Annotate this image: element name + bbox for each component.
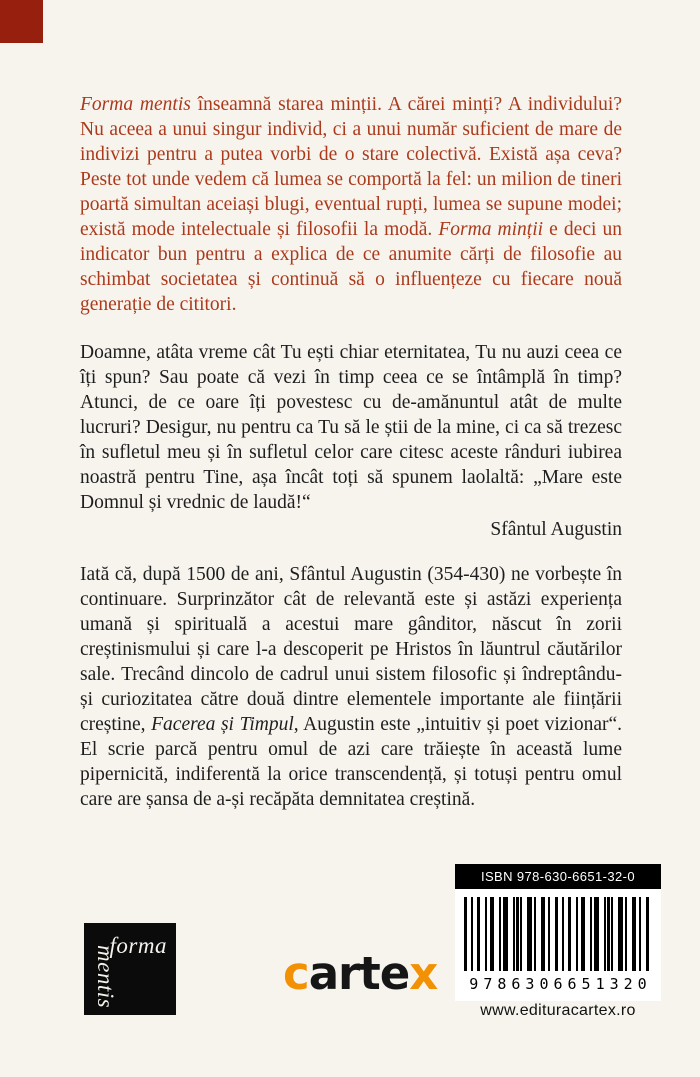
intro-text-part-1: înseamnă starea minții. A cărei minți? A individului? Nu aceea a unui singur individ, ci a unui număr suficient de mare de indivizi pentru a putea vorbi de o stare colectivă. Există așa ceva? Peste tot unde vedem că lumea se comportă la fel: un milion de tineri poartă simultan aceiași blugi, eventual rupți, lumea se supune modei; există mode intelectuale și filosofii la modă.	[80, 94, 622, 240]
cartex-publisher-logo	[283, 947, 438, 1000]
paragraph-forma-mentis	[80, 92, 622, 317]
barcode	[464, 897, 652, 971]
intro-text-part-2: e deci un indicator bun pentru a explica de ce anumite cărți de filosofie au schimbat societatea și continuă să o influențeze cu fiecare nouă generație de cititori.	[80, 219, 622, 315]
paragraph-augustin-quote: Doamne, atâta vreme cât Tu ești chiar eternitatea, Tu nu auzi ceea ce îți spun? Sau poate că vezi în timp ceea ce se întâmplă în timp? Atunci, de ce oare îți povestesc cu de-amănuntul atât de multe lucruri? Desigur, nu pentru ca Tu să le știi de la mine, ci ca să trezesc în sufletul meu și în sufletul celor care citesc aceste rânduri iubirea noastră pentru Tine, așa încât toți să spunem laolaltă: „Mare este Domnul și vrednic de laudă!“	[80, 342, 622, 513]
cartex-logo-arte: arte	[308, 947, 410, 1000]
forma-mentis-collection-logo	[84, 923, 176, 1015]
intro-italic-forma-mentis: Forma mentis	[80, 94, 191, 115]
cartex-logo-letter-c: c	[283, 947, 309, 1000]
isbn-barcode-block	[455, 864, 661, 1001]
corner-accent-square	[0, 0, 43, 43]
forma-mentis-logo-word-mentis: mentis	[93, 945, 118, 1009]
quote-attribution: Sfântul Augustin	[490, 519, 622, 540]
forma-mentis-logo-word-forma: forma	[109, 933, 167, 958]
publisher-website: www.edituracartex.ro	[480, 1002, 636, 1019]
description-text-part-2: , Augustin este „intuitiv și poet vizionar“. El scrie parcă pentru omul de azi care trăiește în această lume pipernicită, indiferentă la orice transcendență, și totuși pentru omul care are șansa de a-și recăpăta demnitatea creștină.	[80, 714, 622, 810]
barcode-digits: 9786306651320	[469, 975, 652, 993]
isbn-label: ISBN 978-630-6651-32-0	[455, 864, 661, 889]
cartex-logo-letter-x: x	[409, 947, 438, 1000]
description-italic-facerea-si-timpul: Facerea și Timpul	[151, 714, 294, 735]
cover-text-column	[80, 92, 622, 812]
paragraph-description	[80, 562, 622, 812]
intro-italic-forma-mintii: Forma minții	[438, 219, 544, 240]
description-text-part-1: Iată că, după 1500 de ani, Sfântul Augustin (354-430) ne vorbește în continuare. Surprinzător cât de relevantă este și astăzi experiența umană și spirituală a acestui mare gânditor, născut în zorii creștinismului și care l-a descoperit pe Hristos în lăuntrul căutărilor sale. Trecând dincolo de cadrul unui sistem filosofic și îndreptându-și curiozitatea către două dintre elementele importante ale ființării creștine,	[80, 564, 622, 735]
